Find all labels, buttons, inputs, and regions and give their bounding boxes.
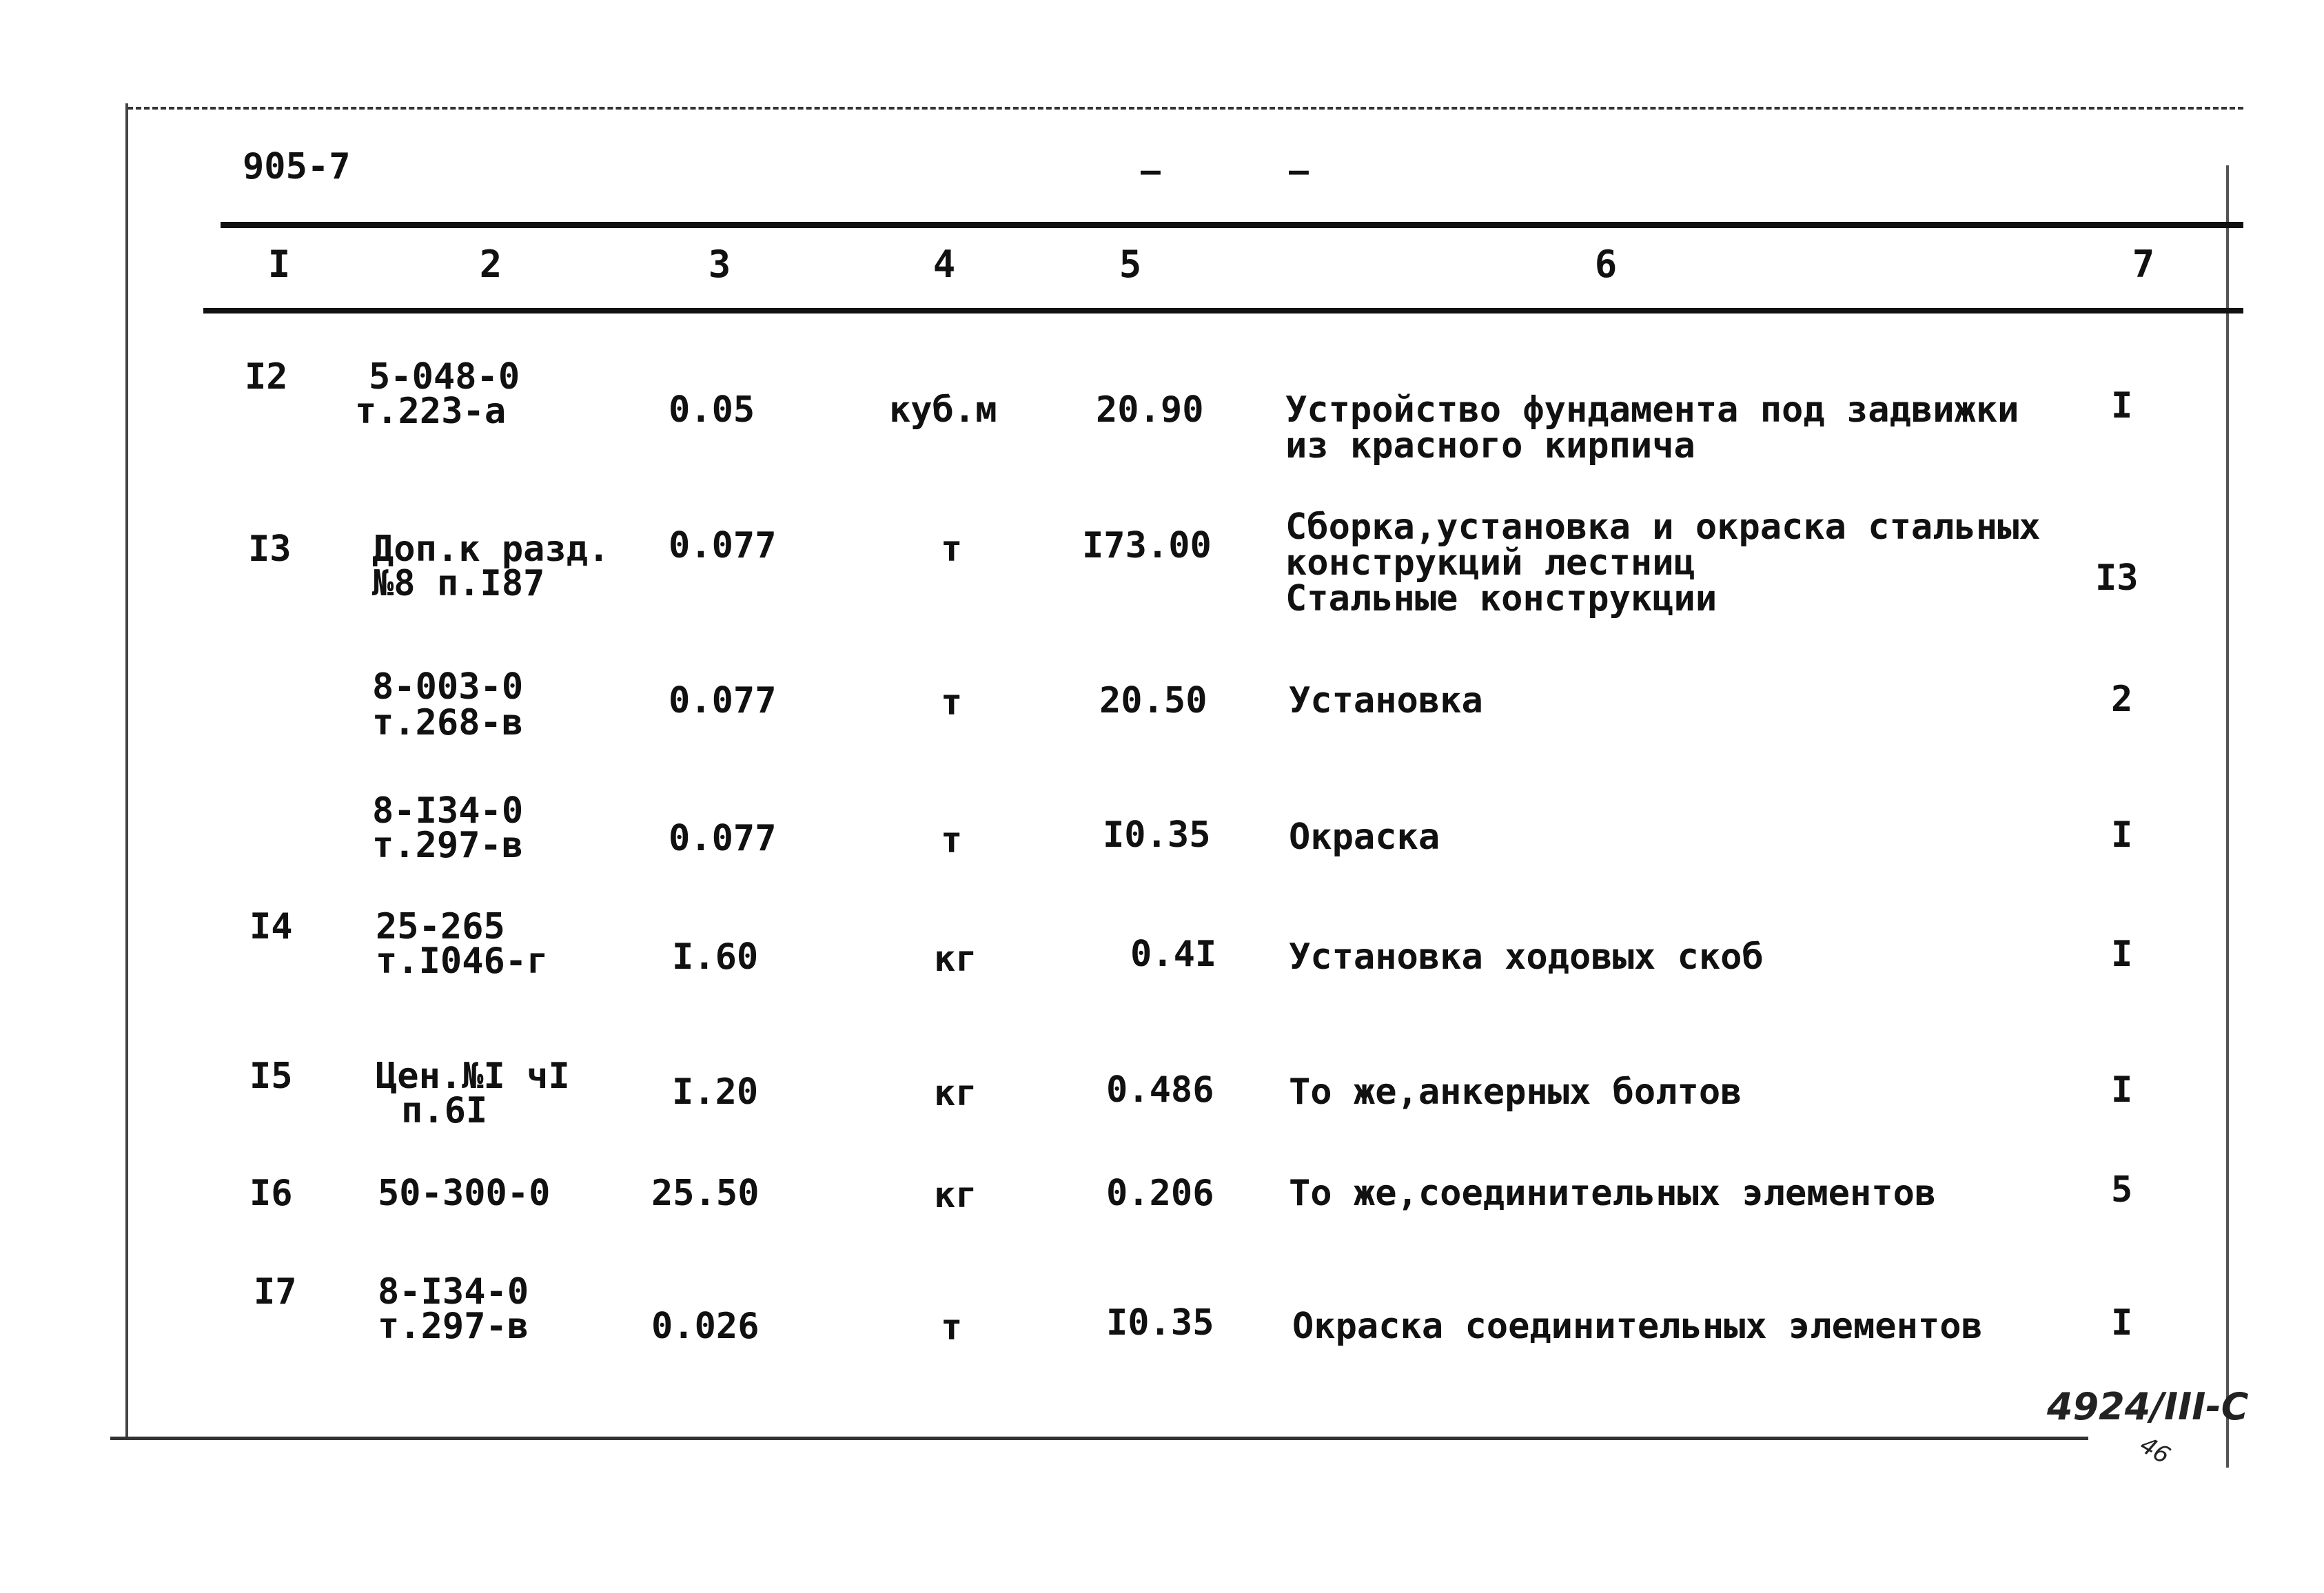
row-description-line-1: Установка ходовых скоб — [1289, 936, 1764, 978]
row-count: I3 — [2095, 557, 2139, 599]
row-rate: 0.4I — [1130, 934, 1217, 975]
row-count: I — [2111, 814, 2133, 856]
row-quantity: 0.077 — [669, 818, 777, 859]
row-quantity: I.60 — [672, 936, 759, 978]
row-code-line-2: т.268-в — [372, 702, 524, 743]
frame-left-line — [125, 103, 128, 1437]
document-number: 905-7 — [243, 146, 351, 187]
header-mark-1: – — [1141, 152, 1161, 190]
row-code-line-2: т.297-в — [372, 825, 524, 866]
row-count: 5 — [2111, 1169, 2133, 1211]
row-unit: кг — [934, 1175, 977, 1216]
row-quantity: 0.077 — [669, 680, 777, 721]
row-code-line-1: 50-300-0 — [378, 1173, 551, 1214]
column-header-3: 3 — [708, 243, 731, 286]
row-code-line-2: т.I046-г — [376, 941, 549, 982]
row-unit: т — [941, 528, 963, 570]
frame-top-line — [128, 107, 2243, 110]
row-number: I7 — [254, 1271, 297, 1313]
row-description-line-1: Установка — [1289, 680, 1483, 721]
header-rule-bottom — [203, 308, 2243, 314]
row-number: I6 — [249, 1173, 293, 1214]
row-description-line-1: Окраска — [1289, 816, 1440, 858]
row-count: I — [2111, 385, 2133, 426]
row-quantity: 0.05 — [669, 389, 755, 431]
column-header-2: 2 — [479, 243, 502, 286]
row-code-line-1: Цен.№I чI — [376, 1056, 570, 1097]
header-mark-2: – — [1289, 152, 1309, 190]
column-header-5: 5 — [1119, 243, 1142, 286]
row-code-line-1: Доп.к разд. — [372, 528, 610, 570]
row-code-line-2: т.223-а — [355, 391, 507, 432]
row-description-line-3: Стальные конструкции — [1285, 578, 1717, 619]
row-rate: 20.90 — [1096, 389, 1204, 431]
row-code-line-1: 8-I34-0 — [378, 1271, 529, 1313]
row-count: I — [2111, 1069, 2133, 1111]
column-header-1: I — [267, 243, 291, 286]
row-rate: I0.35 — [1106, 1302, 1214, 1344]
row-description-line-1: Устройство фундамента под задвижки — [1285, 389, 2019, 431]
row-rate: 0.486 — [1106, 1069, 1214, 1111]
row-number: I5 — [249, 1056, 293, 1097]
row-unit: т — [941, 1307, 963, 1348]
archive-stamp: 4924/III-С — [2047, 1385, 2249, 1428]
row-count: 2 — [2111, 679, 2133, 720]
row-code-line-2: т.297-в — [378, 1306, 529, 1347]
row-count: I — [2111, 1302, 2133, 1344]
row-quantity: 0.077 — [669, 525, 777, 566]
row-code-line-1: 5-048-0 — [369, 356, 520, 398]
row-unit: т — [941, 682, 963, 723]
row-unit: кг — [934, 938, 977, 980]
archive-stamp-sub: 46 — [2134, 1430, 2175, 1470]
frame-right-line — [2226, 165, 2229, 1468]
column-header-4: 4 — [932, 243, 956, 286]
frame-bottom-line — [110, 1437, 2088, 1440]
column-header-7: 7 — [2132, 243, 2155, 286]
row-count: I — [2111, 934, 2133, 975]
row-unit: т — [941, 820, 963, 861]
row-rate: I0.35 — [1103, 814, 1211, 856]
row-code-line-1: 8-003-0 — [372, 666, 524, 708]
row-quantity: 0.026 — [651, 1306, 760, 1347]
row-quantity: I.20 — [672, 1071, 759, 1113]
row-rate: 20.50 — [1099, 680, 1207, 721]
row-description-line-2: из красного кирпича — [1285, 425, 1695, 466]
row-code-line-1: 25-265 — [376, 906, 505, 947]
row-quantity: 25.50 — [651, 1173, 760, 1214]
row-description-line-2: конструкций лестниц — [1285, 542, 1695, 584]
row-code-line-1: 8-I34-0 — [372, 790, 524, 832]
row-rate: I73.00 — [1082, 525, 1212, 566]
row-number: I2 — [245, 356, 288, 398]
row-description-line-1: То же,анкерных болтов — [1289, 1071, 1742, 1113]
row-number: I4 — [249, 906, 293, 947]
column-header-6: 6 — [1594, 243, 1618, 286]
header-rule-top — [221, 222, 2243, 228]
row-description-line-1: Сборка,установка и окраска стальных — [1285, 506, 2041, 548]
row-description-line-1: Окраска соединительных элементов — [1292, 1306, 1983, 1347]
row-number: I3 — [248, 528, 292, 570]
row-rate: 0.206 — [1106, 1173, 1214, 1214]
row-code-line-2: п.6I — [401, 1090, 488, 1131]
row-code-line-2: №8 п.I87 — [372, 563, 545, 604]
row-unit: куб.м — [889, 389, 997, 431]
row-description-line-1: То же,соединительных элементов — [1289, 1173, 1937, 1214]
row-unit: кг — [934, 1073, 977, 1114]
